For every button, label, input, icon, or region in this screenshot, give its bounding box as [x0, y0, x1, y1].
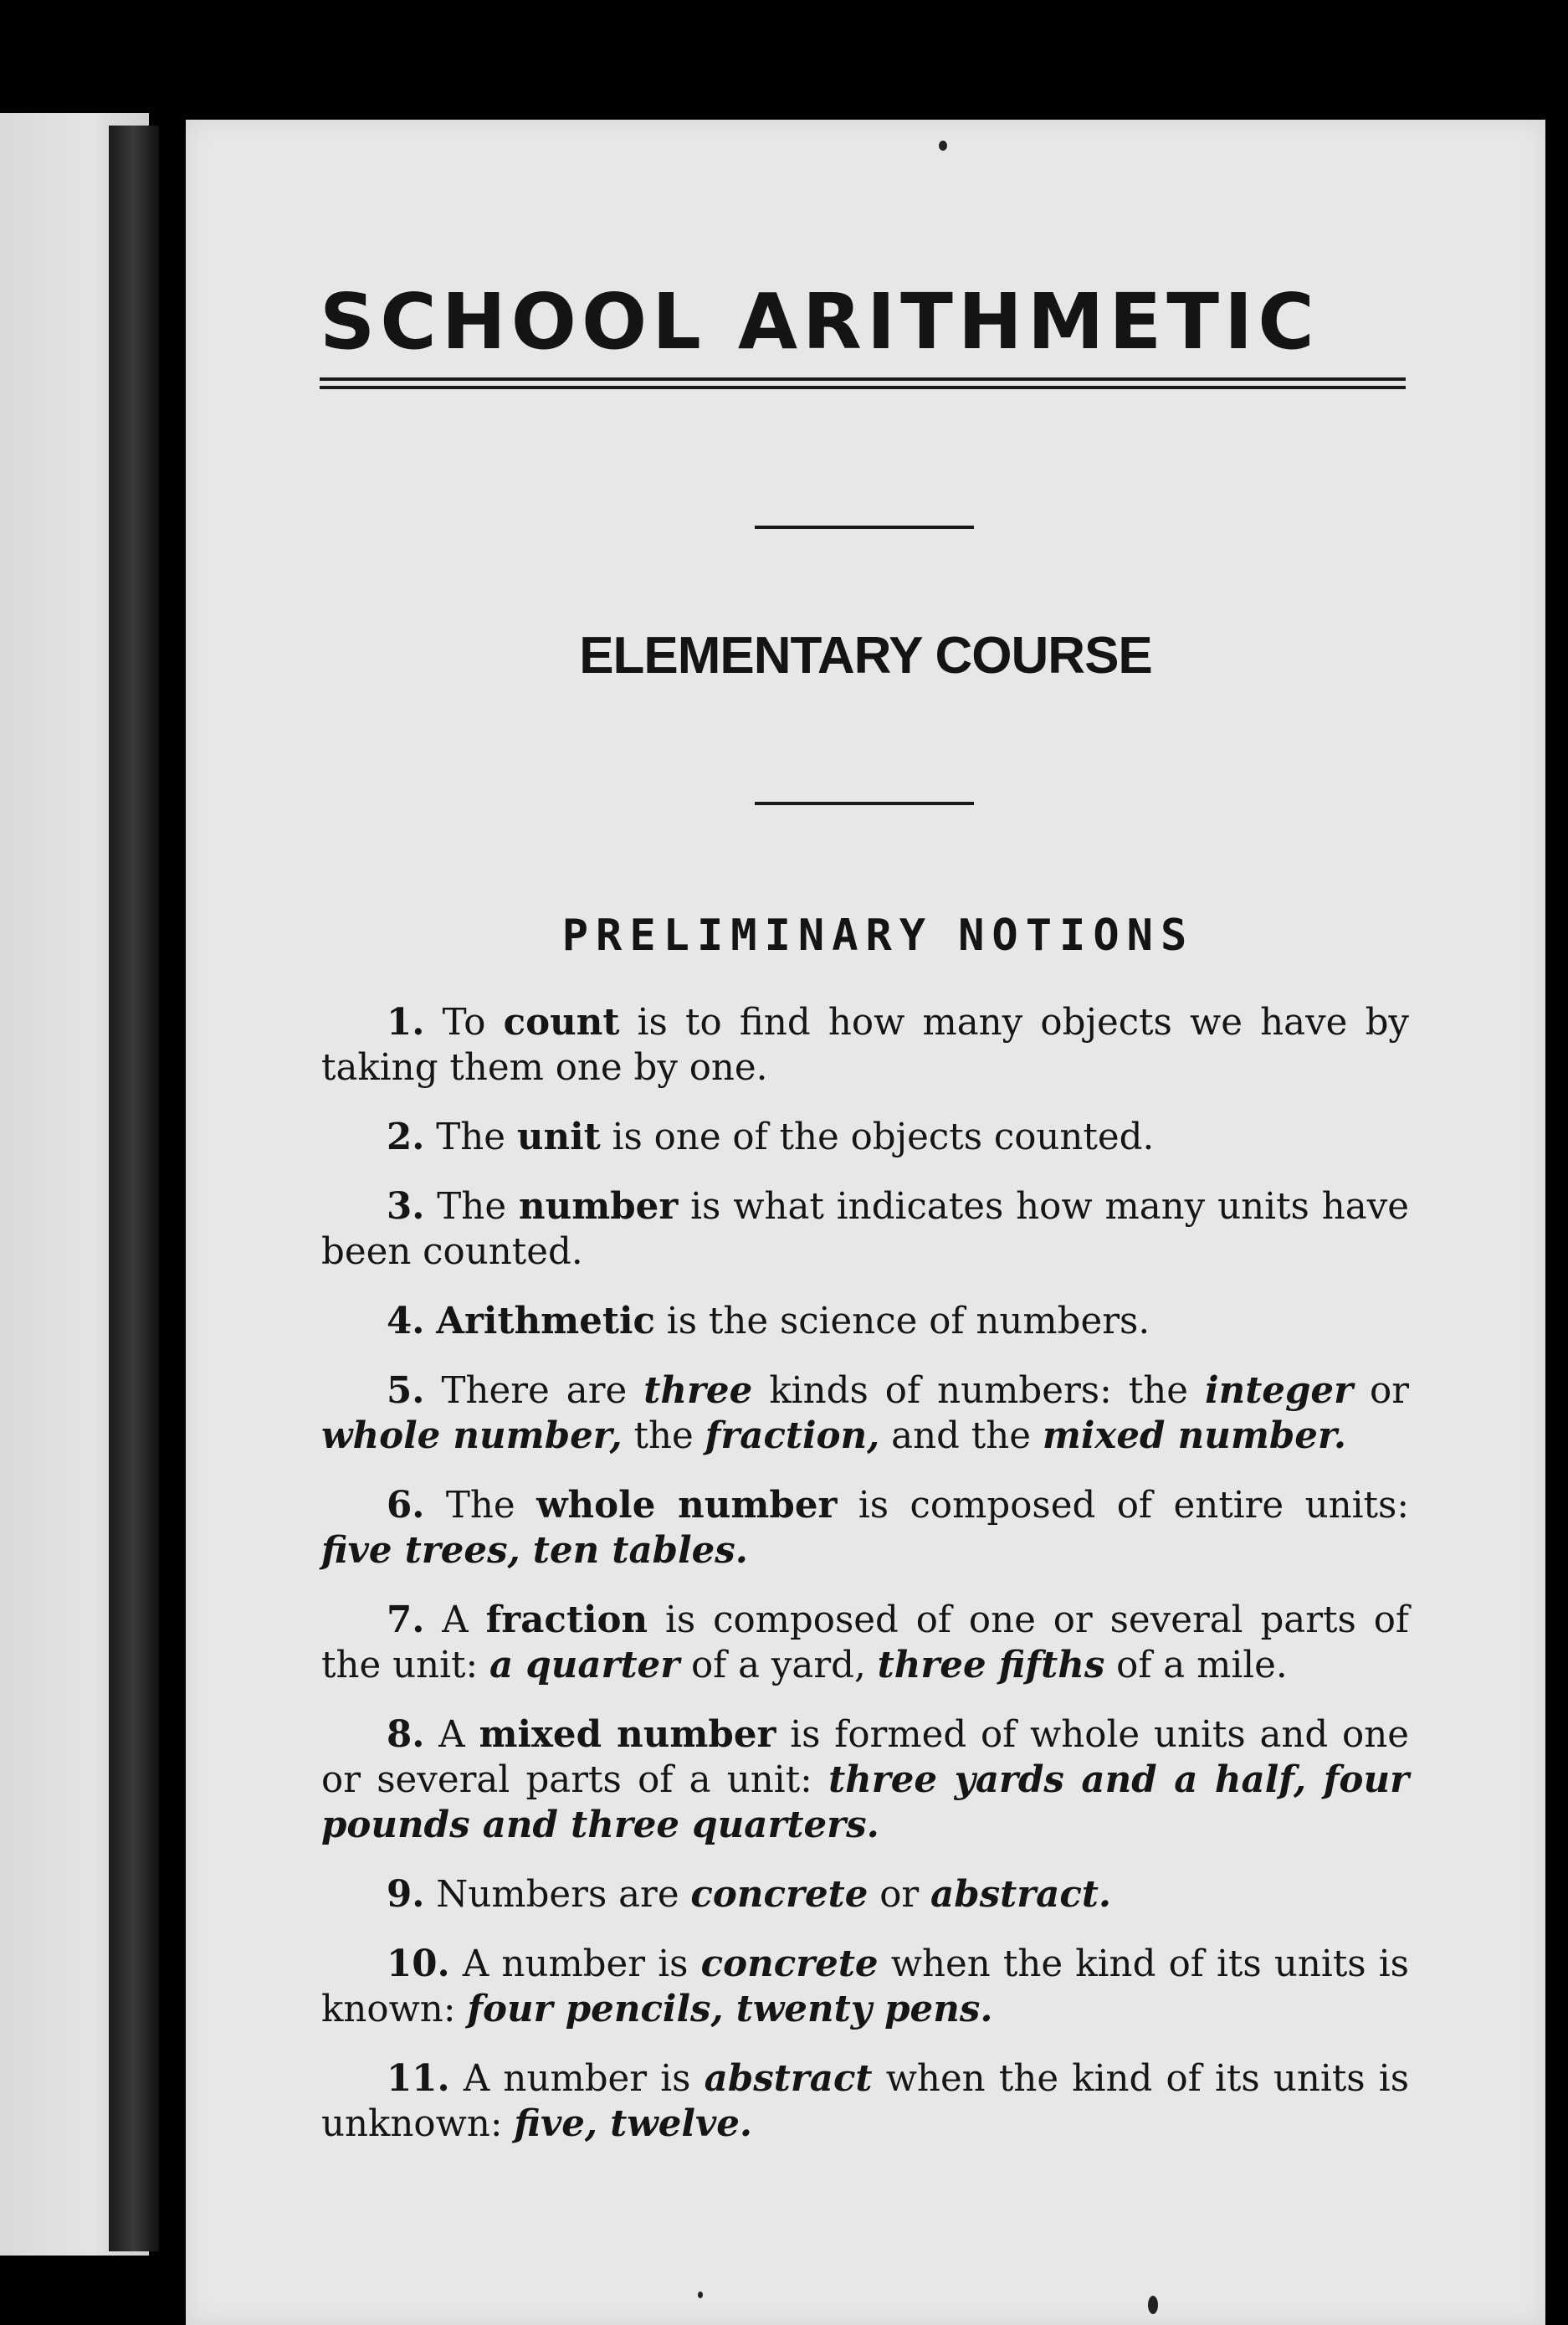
- item-term: unit: [516, 1116, 601, 1158]
- definition-item: [321, 2056, 1409, 2147]
- item-number: 5.: [387, 1369, 425, 1412]
- definition-item: [321, 1000, 1409, 1091]
- item-example: concrete: [690, 1873, 869, 1916]
- item-number: 3.: [387, 1185, 425, 1228]
- item-term: count: [503, 1001, 620, 1044]
- section-heading-word-1: PRELIMINARY: [561, 911, 934, 961]
- item-example: five trees, ten tables.: [321, 1529, 748, 1572]
- definition-item: [321, 1483, 1409, 1573]
- item-text: of a mile.: [1104, 1645, 1288, 1686]
- item-example: fraction,: [705, 1414, 880, 1457]
- item-number: 10.: [387, 1943, 450, 1985]
- item-text: is formed of whole units and one or several parts of a unit:: [321, 1714, 1410, 1801]
- item-term: fraction: [485, 1599, 648, 1641]
- item-number: 4.: [387, 1300, 425, 1342]
- ink-speck: [698, 2292, 703, 2298]
- item-text: is what indicates how many units have been counted.: [321, 1186, 1410, 1273]
- item-number: 2.: [387, 1116, 425, 1158]
- item-text: To: [442, 1002, 504, 1044]
- item-example: three fifths: [877, 1644, 1105, 1686]
- definition-item: [321, 1872, 1409, 1917]
- item-example: mixed number.: [1042, 1414, 1347, 1457]
- item-example: four pencils, twenty pens.: [467, 1988, 993, 2030]
- item-example: whole number,: [321, 1414, 623, 1457]
- book-title: SCHOOL ARITHMETIC: [320, 277, 1319, 367]
- divider-rule-lower: [755, 802, 974, 805]
- item-text: and the: [879, 1415, 1043, 1457]
- title-double-rule: [320, 377, 1406, 389]
- item-number: 11.: [387, 2057, 450, 2100]
- item-text: There are: [441, 1370, 644, 1412]
- item-text: The: [445, 1485, 537, 1527]
- item-term: number: [518, 1185, 679, 1228]
- item-text: or: [1353, 1370, 1410, 1412]
- item-term: whole number: [536, 1484, 838, 1527]
- item-text: A: [438, 1714, 479, 1756]
- item-text: is composed of entire units:: [837, 1485, 1409, 1527]
- item-text: A: [442, 1599, 486, 1641]
- item-text: A number is: [463, 2058, 705, 2100]
- definition-item: [321, 1712, 1409, 1848]
- section-heading-word-2: NOTIONS: [958, 911, 1195, 961]
- definitions-list: [321, 1000, 1409, 2171]
- ink-speck: [939, 141, 947, 151]
- item-text: kinds of numbers: the: [752, 1370, 1206, 1412]
- item-text: of a yard,: [679, 1645, 878, 1686]
- item-text: is composed of one or several parts of the unit:: [321, 1599, 1409, 1686]
- book-spine: [109, 126, 159, 2251]
- item-example: abstract.: [930, 1873, 1112, 1916]
- item-text: is one of the objects counted.: [600, 1116, 1155, 1158]
- item-number: 6.: [387, 1484, 425, 1527]
- item-number: 9.: [387, 1873, 425, 1916]
- item-example: a quarter: [489, 1644, 680, 1686]
- item-number: 7.: [387, 1599, 425, 1641]
- item-text: Numbers are: [436, 1874, 691, 1916]
- item-term: Arithmetic: [436, 1300, 655, 1342]
- definition-item: [321, 1598, 1409, 1688]
- item-term: mixed number: [479, 1713, 776, 1756]
- definition-item: [321, 1942, 1409, 2032]
- definition-item: [321, 1184, 1409, 1275]
- item-example: five, twelve.: [514, 2102, 753, 2145]
- item-text: is to find how many objects we have by taking them one by one.: [321, 1002, 1410, 1089]
- divider-rule-upper: [755, 526, 974, 529]
- item-example: three: [643, 1369, 753, 1412]
- item-text: The: [436, 1116, 517, 1158]
- item-example: integer: [1205, 1369, 1353, 1412]
- item-text: the: [622, 1415, 705, 1457]
- item-text: or: [868, 1874, 931, 1916]
- item-text: when the kind of its units is unknown:: [321, 2058, 1410, 2145]
- section-heading: [186, 911, 1545, 961]
- course-heading: ELEMENTARY COURSE: [579, 627, 1152, 685]
- item-example: three yards and a half, four pounds and three quarters.: [321, 1758, 1409, 1846]
- definition-item: [321, 1368, 1409, 1459]
- book-page: [186, 120, 1545, 2325]
- ink-speck: [1148, 2296, 1158, 2314]
- item-text: is the science of numbers.: [654, 1301, 1150, 1342]
- item-example: concrete: [700, 1943, 879, 1985]
- item-number: 1.: [387, 1001, 425, 1044]
- item-example: abstract: [704, 2057, 873, 2100]
- definition-item: [321, 1299, 1409, 1344]
- item-text: A number is: [462, 1943, 701, 1985]
- item-text: when the kind of its units is known:: [321, 1943, 1410, 2030]
- item-text: The: [437, 1186, 519, 1228]
- item-number: 8.: [387, 1713, 425, 1756]
- definition-item: [321, 1115, 1409, 1160]
